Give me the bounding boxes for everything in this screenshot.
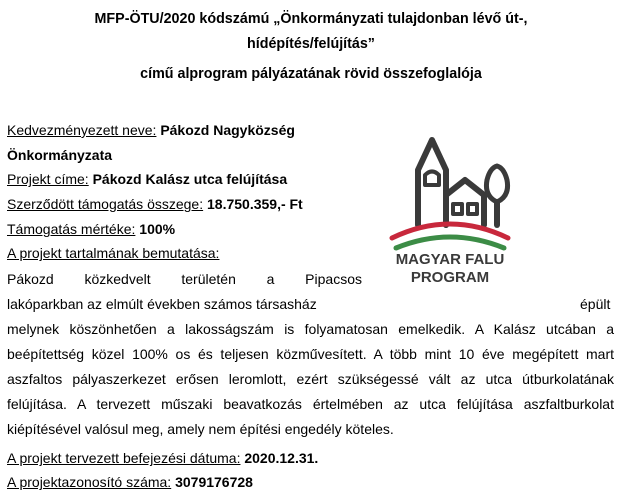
support-rate-row (7, 217, 175, 241)
beneficiary-row (7, 118, 295, 142)
beneficiary-value: Pákozd Nagyközség (160, 122, 295, 138)
magyar-falu-program-logo (380, 130, 520, 290)
completion-value: 2020.12.31. (244, 450, 319, 466)
content-label: A projekt tartalmának bemutatása: (7, 245, 220, 261)
support-rate-value: 100% (139, 221, 176, 237)
project-title-row (7, 167, 287, 191)
title-line-1: MFP-ÖTU/2020 kódszámú „Önkormányzati tulajdonban lévő út-, (94, 11, 528, 27)
content-text-line-2-end: épült (580, 296, 611, 312)
content-text-line-1: Pákozd közkedvelt területén a Pipacsos (7, 271, 362, 287)
project-id-row (7, 470, 253, 494)
project-title-label: Projekt címe: (7, 171, 89, 187)
content-paragraph: melynek köszönhetően a lakosságszám is folyamatosan emelkedik. A Kalász utcában a beépítettség közel 100% os és teljesen közművesített. A több mint 10 éve megépített mart aszfaltos pályaszerkezet erősen leromlott, ezért szükségessé vált az utca útburkolatának felújítása. A tervezett műszaki beavatkozás értelmében az utca felújítása aszfaltburkolat kiépítésével valósul meg, amely nem építési engedély köteles. (7, 321, 614, 437)
grant-amount-label: Szerződött támogatás összege: (7, 196, 204, 212)
completion-row (7, 446, 318, 470)
project-id-label: A projektazonosító száma: (7, 474, 172, 490)
content-text-line-2: lakóparkban az elmúlt években számos társasház (7, 296, 317, 312)
beneficiary-value-cont: Önkormányzata (7, 147, 113, 163)
grant-amount-row (7, 192, 303, 216)
title-line-3: című alprogram pályázatának rövid összefoglalója (140, 66, 482, 82)
title-line-2: hídépítés/felújítás” (247, 36, 375, 52)
beneficiary-label: Kedvezményezett neve: (7, 122, 157, 138)
logo-text-line-1: MAGYAR FALU (395, 251, 505, 268)
project-id-value: 3079176728 (175, 474, 253, 490)
village-church-icon (380, 130, 520, 290)
support-rate-label: Támogatás mértéke: (7, 221, 136, 237)
grant-amount-value: 18.750.359,- Ft (207, 196, 303, 212)
completion-label: A projekt tervezett befejezési dátuma: (7, 450, 241, 466)
logo-text-line-2: PROGRAM (410, 269, 490, 286)
project-title-value: Pákozd Kalász utca felújítása (92, 171, 288, 187)
